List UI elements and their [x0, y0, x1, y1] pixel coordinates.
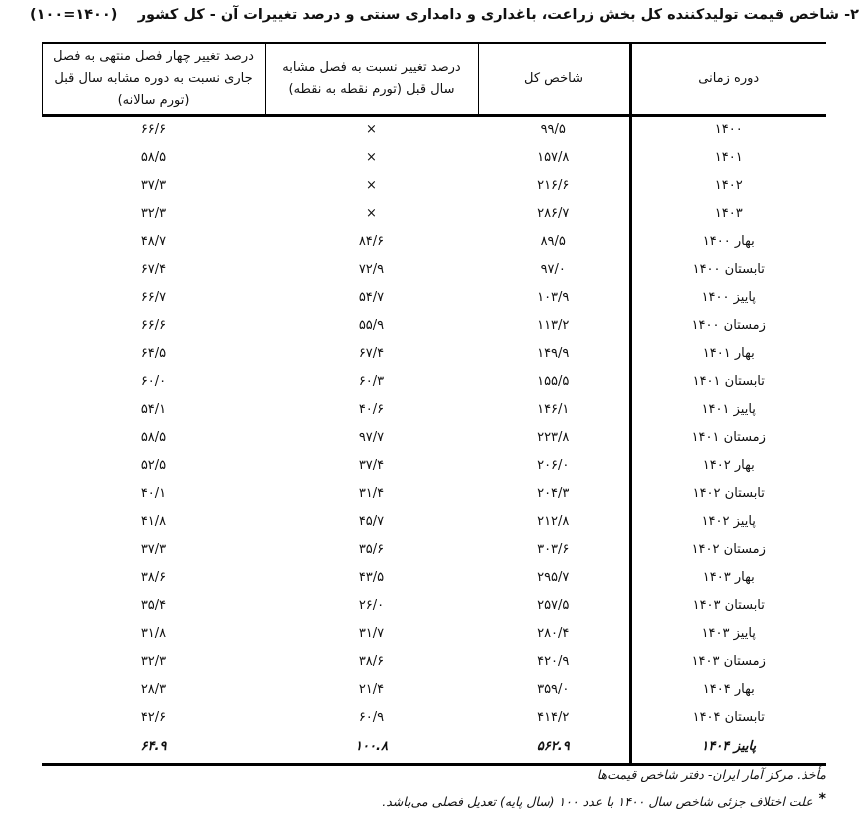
cell-pop-change: ۶۰/۳	[358, 373, 385, 389]
header-pop-change: درصد تغییر نسبت به فصل مشابه سال قبل (تورم نقطه به نقطه)	[265, 43, 478, 115]
cell-period: زمستان ۱۴۰۰	[630, 311, 826, 339]
cell-period: پاییز ۱۴۰۳	[630, 619, 826, 647]
cell-pop-change: ۲۶/۰	[358, 597, 385, 613]
cell-annual-change: ۵۲/۵	[140, 457, 167, 473]
cell-pop-change: ۴۵/۷	[358, 513, 385, 529]
cell-total-index: ۴۲۰/۹	[537, 653, 570, 669]
table-row	[42, 171, 826, 199]
cell-period: بهار ۱۴۰۲	[630, 451, 826, 479]
cell-total-index: ۲۸۶/۷	[537, 205, 570, 221]
cell-period: پاییز ۱۴۰۴	[630, 731, 826, 764]
cell-total-index: ۸۹/۵	[540, 233, 566, 249]
cell-period: بهار ۱۴۰۴	[630, 675, 826, 703]
cell-pop-change: ×	[366, 177, 377, 193]
cell-pop-change: ۴۰/۶	[358, 401, 385, 417]
cell-pop-change: ۳۵/۶	[358, 541, 385, 557]
cell-period: ۱۴۰۳	[630, 199, 826, 227]
cell-annual-change: ۳۵/۴	[140, 597, 167, 613]
cell-annual-change: ۴۱/۸	[140, 513, 167, 529]
cell-pop-change: ۷۲/۹	[358, 261, 385, 277]
cell-total-index: ۱۵۵/۵	[537, 373, 570, 389]
cell-total-index: ۲۰۶/۰	[537, 457, 570, 473]
cell-total-index: ۲۹۵/۷	[537, 569, 570, 585]
cell-annual-change: ۳۷/۳	[140, 177, 167, 193]
cell-period: بهار ۱۴۰۳	[630, 563, 826, 591]
cell-annual-change: ۶۶/۶	[140, 122, 167, 138]
cell-annual-change: ۶۴/۵	[140, 345, 167, 361]
cell-total-index: ۱۰۳/۹	[537, 289, 570, 305]
cell-annual-change: ۳۲/۳	[140, 205, 167, 221]
table-row	[42, 619, 826, 647]
table-row	[42, 199, 826, 227]
table-row	[42, 507, 826, 535]
cell-annual-change: ۶۷/۴	[140, 261, 167, 277]
table-row	[42, 311, 826, 339]
cell-pop-change: ۴۳/۵	[358, 569, 385, 585]
cell-period: تابستان ۱۴۰۳	[630, 591, 826, 619]
cell-period: پاییز ۱۴۰۲	[630, 507, 826, 535]
cell-pop-change: ۶۰/۹	[358, 709, 385, 725]
table-row	[42, 367, 826, 395]
header-annual-change: درصد تغییر چهار فصل منتهی به فصل جاری نسبت به دوره مشابه سال قبل (تورم سالانه)	[42, 43, 265, 115]
cell-total-index: ۹۷/۰	[540, 261, 566, 277]
cell-annual-change: ۶۶/۶	[140, 317, 167, 333]
cell-period: ۱۴۰۱	[630, 143, 826, 171]
cell-annual-change: ۳۷/۳	[140, 541, 167, 557]
cell-pop-change: ×	[366, 122, 377, 138]
cell-total-index: ۲۸۰/۴	[537, 625, 570, 641]
cell-period: تابستان ۱۴۰۴	[630, 703, 826, 731]
table-row	[42, 283, 826, 311]
footnote-text: علت اختلاف جزئی شاخص سال ۱۴۰۰ با عدد ۱۰۰ (سال پایه) تعدیل فصلی می‌باشد.	[382, 794, 813, 809]
cell-pop-change: ۳۱/۴	[358, 485, 385, 501]
header-period: دوره زمانی	[630, 43, 826, 115]
cell-period: تابستان ۱۴۰۲	[630, 479, 826, 507]
cell-pop-change: ۶۷/۴	[358, 345, 385, 361]
table-row	[42, 451, 826, 479]
cell-pop-change: ۳۷/۴	[358, 457, 385, 473]
cell-pop-change: ۸۴/۶	[358, 233, 385, 249]
cell-period: ۱۴۰۲	[630, 171, 826, 199]
cell-period: زمستان ۱۴۰۱	[630, 423, 826, 451]
cell-pop-change: ۵۴/۷	[358, 289, 385, 305]
cell-annual-change: ۵۸/۵	[140, 149, 167, 165]
document-title: ۲- شاخص قیمت تولیدکننده کل بخش زراعت، باغداری و دامداری سنتی و درصد تغییرات آن - کل کشور	[137, 7, 859, 23]
header-row	[42, 43, 826, 115]
cell-pop-change: ۹۷/۷	[358, 429, 385, 445]
cell-annual-change: ۵۸/۵	[140, 429, 167, 445]
cell-pop-change: ×	[366, 205, 377, 221]
table-row	[42, 535, 826, 563]
table-row	[42, 227, 826, 255]
cell-annual-change: ۶۴.۹	[140, 739, 167, 755]
table-row	[42, 563, 826, 591]
cell-annual-change: ۶۰/۰	[140, 373, 167, 389]
source-line: مأخذ. مرکز آمار ایران- دفتر شاخص قیمت‌ها	[596, 767, 826, 782]
cell-total-index: ۲۲۳/۸	[537, 429, 570, 445]
cell-total-index: ۲۵۷/۵	[537, 597, 570, 613]
table-row	[42, 143, 826, 171]
cell-period: زمستان ۱۴۰۳	[630, 647, 826, 675]
footnote-line	[41, 791, 826, 809]
price-index-table	[42, 42, 827, 766]
cell-annual-change: ۳۲/۳	[140, 653, 167, 669]
table-row	[42, 647, 826, 675]
cell-pop-change: ۲۱/۴	[358, 681, 385, 697]
cell-period: بهار ۱۴۰۱	[630, 339, 826, 367]
cell-annual-change: ۴۰/۱	[140, 485, 167, 501]
cell-pop-change: ×	[366, 149, 377, 165]
footnote-star: *	[818, 791, 826, 807]
table-row	[42, 675, 826, 703]
cell-total-index: ۱۴۹/۹	[537, 345, 570, 361]
cell-period: تابستان ۱۴۰۱	[630, 367, 826, 395]
cell-total-index: ۳۵۹/۰	[537, 681, 570, 697]
cell-total-index: ۳۰۳/۶	[537, 541, 570, 557]
table-row	[42, 591, 826, 619]
table-row	[42, 255, 826, 283]
table-row	[42, 395, 826, 423]
cell-total-index: ۵۶۲.۹	[536, 739, 570, 755]
cell-annual-change: ۴۲/۶	[140, 709, 167, 725]
cell-annual-change: ۲۸/۳	[140, 681, 167, 697]
cell-annual-change: ۶۶/۷	[140, 289, 167, 305]
cell-period: زمستان ۱۴۰۲	[630, 535, 826, 563]
table-row	[42, 339, 826, 367]
cell-pop-change: ۳۸/۶	[358, 653, 385, 669]
cell-period: بهار ۱۴۰۰	[630, 227, 826, 255]
document-title-row	[30, 7, 859, 23]
table-row	[42, 115, 826, 143]
cell-annual-change: ۵۴/۱	[140, 401, 167, 417]
cell-period: پاییز ۱۴۰۱	[630, 395, 826, 423]
cell-total-index: ۹۹/۵	[540, 122, 566, 138]
table-row	[42, 703, 826, 731]
cell-annual-change: ۴۸/۷	[140, 233, 167, 249]
table-header	[42, 43, 826, 115]
cell-total-index: ۱۱۳/۲	[537, 317, 570, 333]
cell-period: پاییز ۱۴۰۰	[630, 283, 826, 311]
cell-total-index: ۲۰۴/۳	[537, 485, 570, 501]
cell-annual-change: ۳۱/۸	[140, 625, 167, 641]
cell-total-index: ۱۴۶/۱	[537, 401, 570, 417]
table-row	[42, 731, 826, 764]
table-body	[42, 115, 826, 764]
cell-total-index: ۱۵۷/۸	[537, 149, 570, 165]
table-row	[42, 479, 826, 507]
cell-pop-change: ۳۱/۷	[358, 625, 385, 641]
cell-total-index: ۴۱۴/۲	[537, 709, 570, 725]
table-row	[42, 423, 826, 451]
base-index-note: (۱۴۰۰=۱۰۰)	[30, 7, 118, 23]
cell-period: ۱۴۰۰	[630, 115, 826, 143]
cell-total-index: ۲۱۲/۸	[537, 513, 570, 529]
cell-total-index: ۲۱۶/۶	[537, 177, 570, 193]
cell-pop-change: ۵۵/۹	[358, 317, 385, 333]
cell-pop-change: ۱۰۰.۸	[355, 739, 388, 755]
cell-annual-change: ۳۸/۶	[140, 569, 167, 585]
header-total-index: شاخص کل	[478, 43, 630, 115]
cell-period: تابستان ۱۴۰۰	[630, 255, 826, 283]
